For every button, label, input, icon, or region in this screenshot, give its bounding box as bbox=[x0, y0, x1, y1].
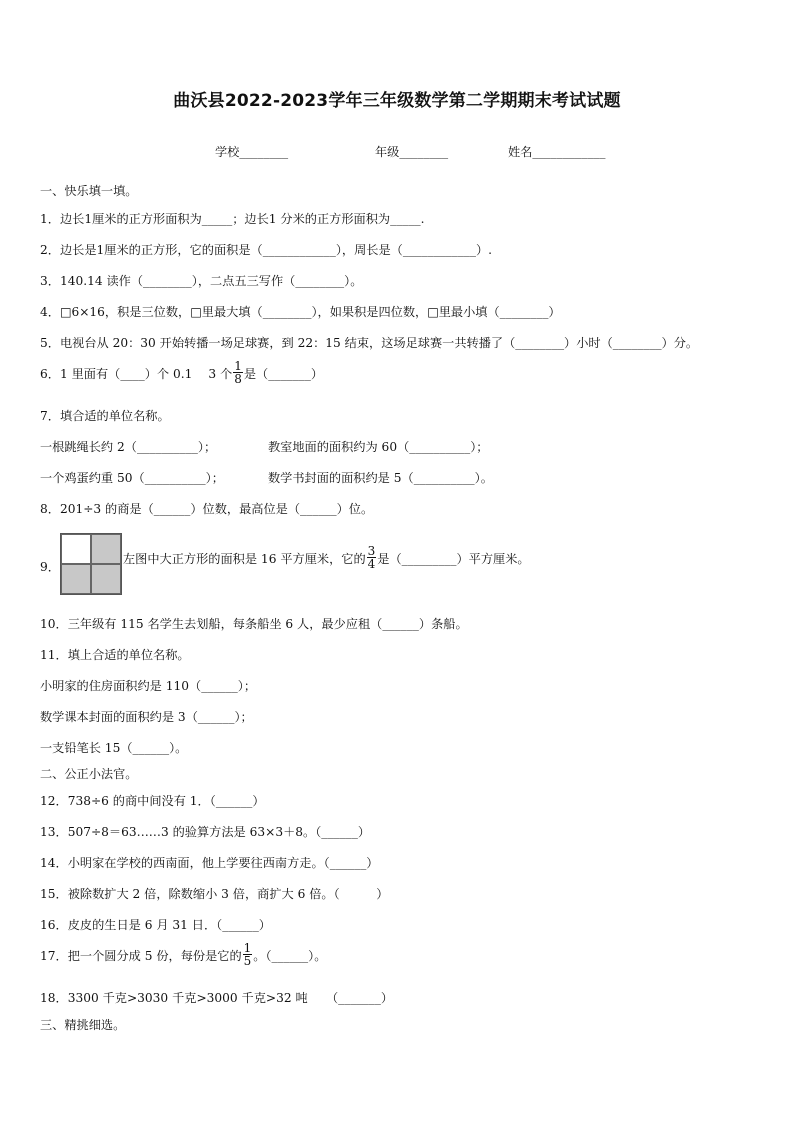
question-17-part-a: 17．把一个圆分成 5 份，每份是它的 bbox=[40, 949, 242, 963]
question-15: 15．被除数扩大 2 倍，除数缩小 3 倍，商扩大 6 倍。（ ） bbox=[40, 887, 389, 901]
question-17 bbox=[40, 941, 327, 969]
question-7-item-1b: 教室地面的面积约为 60（__________）； bbox=[268, 440, 489, 454]
question-7-item-1a: 一根跳绳长约 2（__________）； bbox=[40, 440, 217, 454]
fraction-one-eighth bbox=[233, 360, 243, 385]
question-1: 1．边长1厘米的正方形面积为_____；边长1 分米的正方形面积为_____. bbox=[40, 212, 425, 226]
grid-cell-bottom-left bbox=[61, 564, 91, 594]
school-field: 学校________ bbox=[215, 145, 289, 159]
question-13: 13．507÷8＝63……3 的验算方法是 63×3＋8。（______） bbox=[40, 825, 371, 839]
question-9-number: 9． bbox=[40, 560, 60, 574]
grid-cell-top-right bbox=[91, 534, 121, 564]
section-heading-1: 一、快乐填一填。 bbox=[40, 184, 138, 198]
grade-field: 年级________ bbox=[375, 145, 449, 159]
question-6 bbox=[40, 359, 324, 387]
fraction-numerator: 1 bbox=[234, 359, 242, 373]
question-11-item-2: 数学课本封面的面积约是 3（______）； bbox=[40, 710, 253, 724]
question-18: 18．3300 千克>3030 千克>3000 千克>32 吨 （_______） bbox=[40, 991, 394, 1005]
question-12: 12．738÷6 的商中间没有 1．（______） bbox=[40, 794, 265, 808]
fraction-three-quarters bbox=[367, 545, 377, 570]
section-heading-2: 二、公正小法官。 bbox=[40, 767, 138, 781]
fraction-denominator: 5 bbox=[243, 954, 252, 968]
grid-cell-bottom-right bbox=[91, 564, 121, 594]
question-3: 3．140.14 读作（________），二点五三写作（________）。 bbox=[40, 274, 363, 288]
fraction-denominator: 4 bbox=[367, 557, 376, 571]
grid-cell-top-left bbox=[61, 534, 91, 564]
question-6-part-b: 是（_______） bbox=[243, 367, 324, 381]
question-9-part-b: 是（_________）平方厘米。 bbox=[377, 552, 530, 566]
page-title: 曲沃县2022-2023学年三年级数学第二学期期末考试试题 bbox=[173, 91, 621, 111]
question-17-part-b: 。（______）。 bbox=[253, 949, 327, 963]
question-14: 14．小明家在学校的西南面，他上学要往西南方走。（______） bbox=[40, 856, 379, 870]
question-7: 7．填合适的单位名称。 bbox=[40, 409, 170, 423]
section-heading-3: 三、精挑细选。 bbox=[40, 1018, 126, 1032]
question-11: 11．填上合适的单位名称。 bbox=[40, 648, 190, 662]
fraction-denominator: 8 bbox=[234, 372, 242, 386]
question-16: 16．皮皮的生日是 6 月 31 日．（______） bbox=[40, 918, 271, 932]
question-7-item-2b: 数学书封面的面积约是 5（__________）。 bbox=[268, 471, 493, 485]
question-11-item-1: 小明家的住房面积约是 110（______）； bbox=[40, 679, 257, 693]
fraction-numerator: 3 bbox=[367, 544, 376, 558]
fraction-one-fifth bbox=[243, 942, 253, 967]
fraction-numerator: 1 bbox=[243, 941, 252, 955]
question-7-item-2a: 一个鸡蛋约重 50（__________）； bbox=[40, 471, 224, 485]
question-4: 4．□6×16，积是三位数，□里最大填（________），如果积是四位数，□里最小填（________） bbox=[40, 305, 561, 319]
question-6-part-a: 6．1 里面有（____）个 0.1 3 个 bbox=[40, 367, 233, 381]
question-11-item-3: 一支铅笔长 15（______）。 bbox=[40, 741, 188, 755]
question-8: 8．201÷3 的商是（______）位数，最高位是（______）位。 bbox=[40, 502, 374, 516]
question-2: 2．边长是1厘米的正方形，它的面积是（____________），周长是（____________）. bbox=[40, 243, 493, 257]
question-5: 5．电视台从 20：30 开始转播一场足球赛，到 22：15 结束，这场足球赛一共转播了（________）小时（________）分。 bbox=[40, 336, 699, 350]
question-9-part-a: 左图中大正方形的面积是 16 平方厘米，它的 bbox=[123, 552, 366, 566]
square-grid-figure bbox=[60, 533, 122, 595]
name-field: 姓名____________ bbox=[508, 145, 606, 159]
question-10: 10．三年级有 115 名学生去划船，每条船坐 6 人，最少应租（______）条船。 bbox=[40, 617, 468, 631]
question-9-text bbox=[123, 544, 530, 572]
